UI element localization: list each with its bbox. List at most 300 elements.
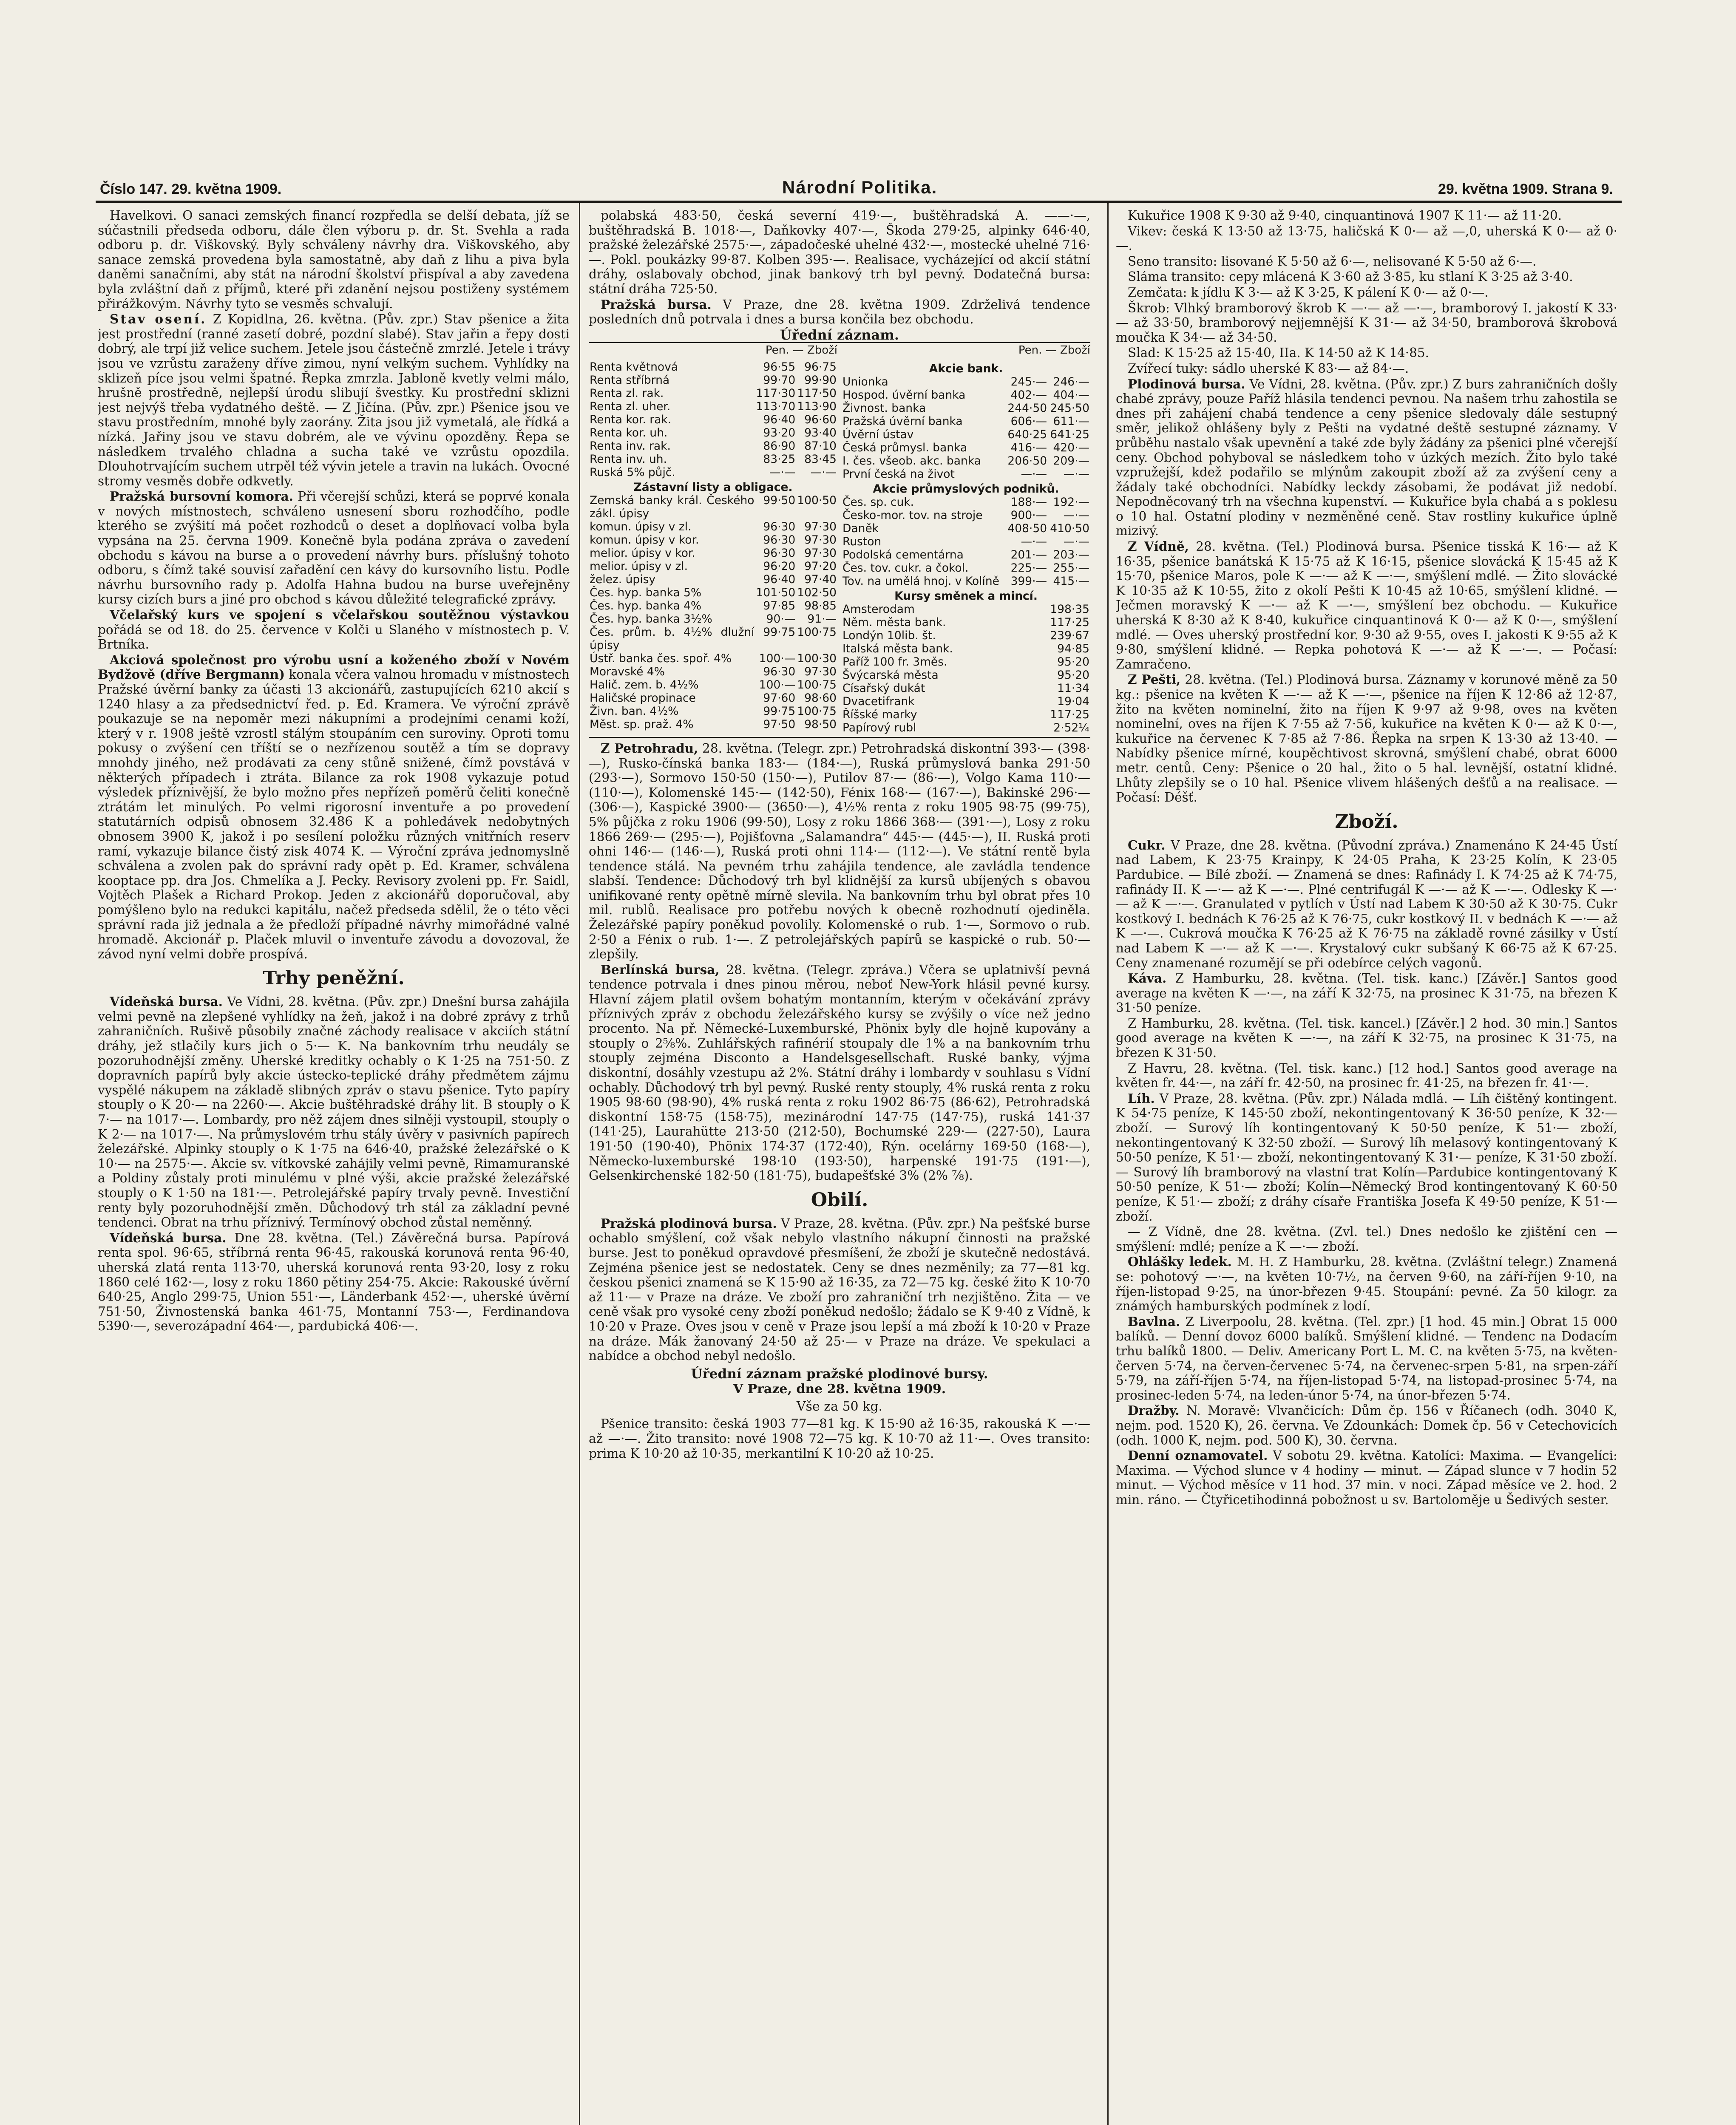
row-value: 239·67 — [1050, 629, 1089, 642]
table-row — [842, 548, 1090, 561]
article-paragraph — [1116, 672, 1617, 805]
row-value: 87·10 — [804, 439, 837, 453]
table-row — [842, 454, 1090, 468]
row-label: Podolská cementárna — [842, 548, 964, 561]
row-value: 97·60 — [763, 691, 796, 705]
row-value: 611·— — [1053, 414, 1089, 428]
article-paragraph: — Z Vídně, dne 28. května. (Zvl. tel.) Dnes nedošlo ke zjištění cen — smýšlení: mdlé; peníze a K —·— zboží. — [1116, 1224, 1617, 1254]
article-paragraph — [589, 1216, 1090, 1363]
row-label: První česká na život — [842, 467, 955, 481]
article-paragraph: Seno transito: lisované K 5·50 až 6·—, nelisované K 5·50 až 6·—. — [1128, 254, 1537, 269]
article-title: Vídeňská bursa. — [110, 1230, 227, 1245]
table-row — [842, 695, 1090, 708]
row-label: Daněk — [842, 521, 879, 535]
row-value: 96·30 — [763, 546, 796, 560]
row-value: 96·30 — [763, 665, 796, 678]
newspaper-title: Národní Politika. — [782, 177, 938, 197]
row-value: 101·50 — [756, 586, 796, 599]
article-paragraph: Vikev: česká K 13·50 až 13·75, haličská K 0·— až —,0, uherská K 0·— až 0·—. — [1116, 224, 1617, 253]
article-text: Dne 28. května. (Tel.) Závěrečná bursa. Papírová renta spol. 96·65, stříbrná renta 96·45, rakouská korunová renta 96·40, uherská zlatá renta 113·70, uherská korunová renta 93·20, losy z roku 1860 celé 162·—, losy z roku 1860 pětiny 254·75. Akcie: Rakouské úvěrní 640·25, Anglo 299·75, Union 551·—, Länderbank 452·—, uherské úvěrní 751·50, Živnostenská banka 461·75, Montanní 753·—, Ferdinandova 5390·—, severozápadní 464·—, pardubická 406·—. — [98, 1230, 570, 1334]
row-value: —·— — [810, 465, 837, 479]
row-label: Čes. hyp. banka 4% — [590, 599, 702, 612]
table-row — [589, 612, 837, 626]
row-value: 402·— — [1010, 388, 1047, 402]
table-row — [842, 496, 1090, 509]
article-title: Káva. — [1128, 971, 1167, 986]
column-divider — [1107, 203, 1109, 2125]
row-label: Ruská 5% půjč. — [590, 465, 675, 479]
table-row — [842, 642, 1090, 655]
row-value — [1005, 695, 1048, 708]
row-label: Čes. sp. cuk. — [842, 495, 914, 509]
row-value: 99·75 — [763, 625, 796, 639]
row-label: Amsterodam — [842, 602, 915, 616]
table-row — [589, 691, 837, 705]
row-value: 100·75 — [797, 678, 837, 691]
table-section-title: Akcie bank. — [929, 362, 1003, 375]
row-label: Úvěrní ústav — [842, 428, 914, 441]
table-row — [589, 533, 837, 547]
article-text: V Praze, 28. května. (Pův. zpr.) Nálada mdlá. — Líh čištěný kontingent. K 54·75 peníze, K 145·50 zboží, nekontingentovaný K 36·50 peníze, K 32·— zboží. — Surový líh kontingentovaný K 50·50 peníze, K 51·— zboží, nekontingentovaný K 32·50 zboží. — Surový líh melasový kontingentovaný K 50·50 peníze, K 51·— zboží, nekontingentovaný K 31·— peníze, K 31·50 zboží. — Surový líh bramborový na vlastní trat Kolín—Pardubice kontingentovaný K 50·50 peníze, K 51·— zboží; Kolín—Německý Brod kontingentovaný K 60·50 peníze, K 51·— zboží; z dráhy císaře Františka Josefa K 49·50 peníze, K 51·— zboží. — [1116, 1091, 1617, 1224]
table-section-row — [842, 481, 1090, 496]
table-row — [842, 682, 1090, 695]
row-value: —·— — [1021, 535, 1047, 548]
exchange-table-left — [589, 343, 837, 737]
row-label: Česká průmysl. banka — [842, 441, 967, 454]
table-subhead: Pen. — Zboží — [1018, 344, 1090, 357]
row-value — [1005, 708, 1048, 721]
table-section-title: Kursy směnek a mincí. — [894, 589, 1038, 603]
article-paragraph: polabská 483·50, česká severní 419·—, buštěhradská A. ——·—, buštěhradská B. 1018·—, Daňkovky 407·—, Škoda 279·25, alpinky 646·40, pražské železářské 2575·—, západočeské uhelné 432·—, mostecké uhelné 716·—. Pokl. poukázky 99·87. Kolben 395·—. Realisace, vycházející od akcií státní dráhy, oslabovaly obchod, jinak bankový trh byl pevný. Dodatečná bursa: státní dráha 725·50. — [589, 208, 1090, 296]
row-value: 192·— — [1053, 495, 1089, 509]
article-title: Z Petrohradu, — [601, 740, 698, 756]
row-label: Moravské 4% — [590, 665, 665, 678]
article-title: Cukr. — [1128, 837, 1166, 853]
article-title: Pražská bursovní komora. — [110, 489, 293, 504]
table-section-row — [842, 360, 1090, 375]
stocks-table — [842, 360, 1090, 734]
row-value: 606·— — [1010, 414, 1047, 428]
row-value: 96·30 — [763, 520, 796, 533]
table-row — [842, 388, 1090, 402]
article-paragraph: Slad: K 15·25 až 15·40, IIa. K 14·50 až K 14·85. — [1128, 346, 1430, 360]
article-paragraph — [589, 298, 1090, 327]
row-value: 640·25 — [1007, 428, 1047, 441]
row-value: 198·35 — [1050, 602, 1089, 616]
table-row — [589, 705, 837, 718]
table-section-row — [589, 479, 837, 494]
table-row — [589, 665, 837, 678]
article-title: Líh. — [1128, 1091, 1155, 1106]
table-row — [589, 439, 837, 453]
row-value: —·— — [1063, 508, 1089, 522]
table-section-row — [842, 588, 1090, 603]
row-value: 100·50 — [797, 493, 837, 507]
table-row — [589, 374, 837, 387]
article-paragraph — [98, 994, 570, 1230]
table-row — [842, 721, 1090, 734]
article-text: 28. května. (Tel.) Plodinová bursa. Pšenice tisská K 16·— až K 16·35, pšenice banátská K 15·75 až K 16·15, pšenice slovácká K 15·45 až K 15·70, pšenice Maros, pole K —·— až K —·—, smýšlení mdlé. — Žito slovácké K 10·35 až K 10·55, žito z okolí Pešti K 10·45 až 10·65, smýšlení klidné. — Ječmen moravský K —·— až K —·—, smýšlení bez obchodu. — Kukuřice uherská K 8·30 až K 8·40, kukuřice cinquantinová K 0·— až K 0·—, smýšlení mdlé. — Oves uherský prostřední kor. 9·30 až 9·55, oves I. jakosti K 9·55 až K 9·80, smýšlení klidné. — Repka pohotová K —·— až K —·—. — Počasí: Zamračeno. — [1116, 539, 1617, 672]
row-label: Renta květnová — [590, 360, 678, 374]
article-paragraph: Kukuřice 1908 K 9·30 až 9·40, cinquantinová 1907 K 11·— až 11·20. — [1128, 208, 1562, 223]
article-text: N. Moravě: Vlvančicích: Dům čp. 156 v Říčanech (odh. 3040 K, nejm. pod. 1520 K), 26. června. Ve Zdounkách: Domek čp. 56 v Cetechovicích (odh. 1000 K, nejm. pod. 500 K), 30. června. — [1116, 1403, 1617, 1448]
table-row — [589, 520, 837, 533]
section-heading: Trhy peněžní. — [263, 967, 405, 989]
row-value: 98·60 — [804, 691, 837, 705]
article-paragraph — [98, 312, 570, 488]
table-row — [842, 616, 1090, 629]
row-label: Renta zl. uher. — [590, 400, 671, 413]
row-value: 117·25 — [1050, 615, 1089, 629]
article-paragraph — [1116, 377, 1617, 539]
column-divider — [579, 203, 580, 2125]
article-title: Dražby. — [1128, 1403, 1180, 1418]
row-value — [1005, 603, 1048, 616]
row-value: —·— — [1063, 535, 1089, 548]
row-value: 97·85 — [763, 599, 796, 612]
article-text: Ve Vídni, 28. května. (Pův. zpr.) Z burs zahraničních došly chabé zprávy, pouze Paříž hlásila tendenci pevnou. Na našem trhu zahostila se dnes při zahájení chabá tendence a ceny pšenice sledovaly dále sestupný směr, jelikož ohlášeny byly z Pešti na vydatné deště sestupné záznamy. V průběhu nastalo však upevnění a také zde byly žádány za pšenici plné včerejší ceny. Obchod pohyboval se následkem toho v úzkých mezích. Žito bylo také vzpružejší, kdež podařilo se mlýnům zakoupit zboží až za zvýšení ceny a žádaly také obchodníci. Nabídky leckdy zásobami, že podávat již nedobí. Nepodněcovaný trh na všechna kupenství. — Kukuřice byla chabá a s poklesu o 10 hal. Ostatní plodiny v nezměněné ceně. Stav rostliny kukuřice úplně mizivý. — [1116, 377, 1617, 538]
row-value: 94·85 — [1057, 642, 1089, 655]
table-row — [842, 509, 1090, 522]
table-row — [842, 522, 1090, 535]
table-row — [842, 468, 1090, 481]
row-value: 209·— — [1053, 454, 1089, 468]
row-value: 97·20 — [804, 559, 837, 573]
row-value: 113·70 — [756, 400, 796, 413]
issue-number: Číslo 147. 29. května 1909. — [100, 181, 282, 197]
row-label: Živn. ban. 4½% — [590, 704, 679, 718]
row-value: 2·52¼ — [1053, 721, 1089, 734]
row-value: 420·— — [1053, 441, 1089, 454]
row-value — [1005, 669, 1048, 682]
article-title: Berlínská bursa, — [601, 962, 720, 977]
row-value: 404·— — [1053, 388, 1089, 402]
row-value: —·— — [1063, 467, 1089, 481]
article-paragraph — [589, 963, 1090, 1183]
table-row — [589, 586, 837, 599]
row-value: 86·90 — [763, 439, 796, 453]
row-value: 97·30 — [804, 520, 837, 533]
row-value — [1005, 721, 1048, 734]
row-value: 95·20 — [1057, 668, 1089, 682]
row-value: 100·75 — [797, 625, 837, 639]
article-paragraph — [1116, 1403, 1617, 1448]
row-label: Paříž 100 fr. 3měs. — [842, 655, 947, 669]
row-label: Renta kor. uh. — [590, 426, 668, 439]
row-label: Čes. tov. cukr. a čokol. — [842, 561, 969, 575]
exchange-table — [589, 342, 1090, 738]
article-title: Pražská plodinová bursa. — [601, 1216, 777, 1231]
row-label: Dvacetifrank — [842, 694, 915, 708]
row-value: 90·— — [766, 612, 796, 626]
row-value: 91·— — [807, 612, 837, 626]
article-text: V Praze, 28. května. (Pův. zpr.) Na pešťské burse ochablo smýšlení, což však nebylo vlastního nákupní činnosti na pražské burse. Jest to poněkud opravdové přesmíšení, že zboží je skutečně nedostává. Zejména pšenice jest se nedostatek. Ceny se dnes nezměnily; za 77—81 kg. českou pšenici znamená se K 15·90 až 16·35, za 72—75 kg. české žito K 10·70 až 11·— v Praze na dráze. Ve zboží pro zahraniční trh nezjištěno. Žita — ve ceně však pro vysoké ceny zboží poněkud nedošlo; žádalo se K 9·40 z Vídně, k 10·20 v Praze. Oves jsou v ceně v Praze jsou lepší a má zboží k 10·20 v Praze na dráze. Mák žanovaný 24·50 až 25·— v Praze na dráze. Ve spekulaci a nabídce a obchod nebyl nedošlo. — [589, 1216, 1090, 1363]
table-row — [842, 441, 1090, 454]
article-paragraph: Sláma transito: cepy mlácená K 3·60 až 3·85, ku stlaní K 3·25 až 3·40. — [1128, 269, 1573, 284]
row-value: 97·30 — [804, 533, 837, 547]
row-value: 96·75 — [804, 360, 837, 374]
row-value: 100·75 — [797, 704, 837, 718]
row-value: 98·85 — [804, 599, 837, 612]
row-value: 96·40 — [763, 413, 796, 426]
table-row — [842, 535, 1090, 548]
table-row — [589, 413, 837, 426]
row-label: I. čes. všeob. akc. banka — [842, 454, 981, 468]
exchange-table-right — [842, 343, 1090, 737]
row-value: 408·50 — [1007, 521, 1047, 535]
article-paragraph — [1116, 1448, 1617, 1507]
row-label: Londýn 10lib. št. — [842, 629, 936, 642]
article-title: Bavlna. — [1128, 1314, 1180, 1329]
article-text: V Praze, dne 28. května. (Původní zpráva.) Znamenáno K 24·45 Ústí nad Labem, K 23·75 Krainpy, K 24·05 Praha, K 23·25 Kolín, K 23·05 Pardubice. — Bílé zboží. — Znamená se dnes: Rafinády I. K 74·25 až K 74·75, rafinády II. K —·— až K —·—. Plné centrifugál K —·— až K —·—. Odlesky K —·— až K —·—. Granulated v pytlích v Ústí nad Labem K 30·50 až K 30·75. Cukr kostkový I. bednách K 76·25 až K 76·75, cukr kostkový II. v bednách K —·— až K —·—. Cukrová moučka K 76·25 až K 76·75 na základě rovné zásilky v Ústí nad Labem K —·— až K —·—. Krystalový cukr subšaný K 66·75 až K 67·25. Ceny znamenané rozumějí se při odebírce celých vagonů. — [1116, 838, 1617, 970]
article-text: pořádá se od 18. do 25. července v Kolči u Slaného v místnostech p. V. Brtníka. — [98, 622, 570, 652]
table-subhead: Pen. — Zboží — [765, 344, 837, 357]
row-label: Ústř. banka čes. spoř. 4% — [590, 652, 732, 665]
article-paragraph: Z Hamburku, 28. května. (Tel. tisk. kancel.) [Závěr.] 2 hod. 30 min.] Santos good average na květen K —·—, na září K 32·75, na prosinec K 31·75, na březen K 31·50. — [1116, 1016, 1617, 1060]
row-label: komun. úpisy v kor. — [590, 533, 699, 547]
row-label: Měst. sp. praž. 4% — [590, 717, 694, 731]
row-value: 98·50 — [804, 717, 837, 731]
table-title: Úřední záznam. — [780, 326, 899, 343]
row-label: Renta inv. uh. — [590, 452, 667, 466]
table-row — [589, 678, 837, 691]
article-title: Z Vídně, — [1128, 539, 1189, 554]
row-label: Hospod. úvěrní banka — [842, 388, 966, 402]
row-label: melior. úpisy v kor. — [590, 546, 695, 560]
table-row — [589, 652, 837, 665]
row-value: 201·— — [1010, 548, 1047, 561]
article-paragraph — [1116, 1315, 1617, 1403]
table-row — [842, 603, 1090, 616]
article-paragraph: Havelkovi. O sanaci zemských financí rozpředla se delší debata, jíž se súčastnili předseda odboru, dále člen výboru p. dr. St. Svehla a rada odboru p. dr. Viškovský. Byly schváleny návrhy dra. Viškovského, aby sanace zemská provedena byla samostatně, aby daň z lihu a piva byla daněmi sanačními, aby stát na národní školství přispíval a aby zavedena byla zvláštní daň z příjmů, které při zdanění nejsou postiženy systémem přirážkovým. Návrhy tyto se vesměs schvalují. — [98, 208, 570, 311]
article-text: konala včera valnou hromadu v místnostech Pražské úvěrní banky za účasti 13 akcionářů, zastupujících 6210 akcií s 1240 hlasy a za předsednictví řed. p. Ed. Kramera. Ve výroční zprávě poukazuje se na nepoměr mezi nákupními a prodejními cenami koží, který v r. 1908 ještě vzrostl stálým stoupáním cen suroviny. Oproti tomu pokusy o zvýšení cen tříští se o nezřízenou soutěž a tím se dopravy mnohdy jiného, než prodávati za ceny stůně snižené, čímž povstává v některých případech i ztráta. Bilance za rok 1908 vykazuje potud výsledek příznivější, že bylo možno přes nepřízeň poměrů čeliti konečně ztrátám let minulých. Po velmi rigorosní inventuře a po provedení statutárních odpisů obnosem 32.486 K a pohledávek nedobytných obnosem 3900 K, jakož i po sesílení položku různých vnitřních reserv ramí, vykazuje bilance čistý zisk 4074 K. — Výroční zpráva jednomyslně schválena a zvolen pak do správní rady opět p. Ed. Kramer, schválena kooptace pp. dra Jos. Chmelíka a J. Pecky. Revisory zvoleni pp. Fr. Saidl, Vojtěch Plašek a Richard Prokop. Jeden z akcionářů doporučoval, aby pomýšleno bylo na redukci kapitálu, načež předseda sdělil, že o této věci správní rada již jednala a že předloží případné návrhy mimořádné valné hromadě. Akcionář p. Plaček mluvil o inventuře závodu a dovozoval, že závod nyní velmi dobře prospívá. — [98, 667, 570, 961]
row-value — [1005, 655, 1048, 669]
table-row — [589, 387, 837, 400]
table-section-title: Akcie průmyslových podniků. — [873, 482, 1059, 496]
row-value: 93·20 — [763, 426, 796, 439]
article-text: Z Liverpoolu, 28. května. (Tel. zpr.) [1 hod. 45 min.] Obrat 15 000 balíků. — Denní dovoz 6000 balíků. Smýšlení klidné. — Tendenc na Dodacím trhu balíků 1800. — Deliv. Americany Port L. M. C. na květen 5·75, na květen-červen 5·74, na červen-červenec 5·74, na červenec-srpen 5·81, na srpen-září 5·79, na září-říjen 5·74, na říjen-listopad 5·74, na listopad-prosinec 5·74, na prosinec-leden 5·74, na leden-únor 5·74, na únor-březen 5·74. — [1116, 1314, 1617, 1402]
row-value: 415·— — [1053, 574, 1089, 588]
article-paragraph — [1116, 1091, 1617, 1224]
row-value: 117·30 — [756, 386, 796, 400]
row-value: 83·25 — [763, 452, 796, 466]
table-row — [589, 426, 837, 439]
page-header — [100, 168, 1613, 198]
row-value: 399·— — [1010, 574, 1047, 588]
row-label: Císařský dukát — [842, 681, 925, 695]
table-row — [842, 428, 1090, 441]
row-value: 100·— — [759, 678, 796, 691]
row-value: 19·04 — [1057, 694, 1089, 708]
article-paragraph: Škrob: Vlhký bramborový škrob K —·— až —·—, bramborový I. jakostí K 33·— až 33·50, bramborový nejjemnější K 31·— až 34·50, bramborová škrobová moučka K 34·— až 34·50. — [1116, 300, 1617, 345]
article-title: Včelařský kurs ve spojení s včelařskou soutěžnou výstavkou — [110, 607, 570, 623]
row-value: 900·— — [1010, 508, 1047, 522]
article-paragraph: Zvířecí tuky: sádlo uherské K 83·— až 84·—. — [1128, 361, 1409, 376]
row-value: 96·40 — [763, 572, 796, 586]
row-label: želez. úpisy — [590, 572, 656, 586]
row-label: Ruston — [842, 535, 882, 548]
table-row — [589, 718, 837, 731]
row-value: 203·— — [1053, 548, 1089, 561]
article-paragraph: Zemčata: k jídlu K 3·— až K 3·25, K pálení K 0·— až 0·—. — [1128, 285, 1489, 300]
article-title: Vídeňská bursa. — [110, 994, 223, 1009]
row-value: 225·— — [1010, 561, 1047, 575]
table-row — [589, 547, 837, 560]
row-value: 96·60 — [804, 413, 837, 426]
row-label: Čes. hyp. banka 5% — [590, 586, 702, 599]
table-row — [589, 453, 837, 466]
article-paragraph — [1116, 971, 1617, 1015]
row-label: Renta kor. rak. — [590, 413, 672, 426]
row-label: Říšské marky — [842, 708, 917, 721]
row-value: 255·— — [1053, 561, 1089, 575]
row-value: 97·40 — [804, 572, 837, 586]
row-value: 102·50 — [797, 586, 837, 599]
column-2 — [589, 208, 1090, 2125]
row-value: 11·34 — [1057, 681, 1089, 695]
article-paragraph — [98, 489, 570, 607]
row-label: Unionka — [842, 375, 888, 388]
rates-table — [589, 360, 837, 731]
table-row — [842, 415, 1090, 428]
article-text: V Praze, dne 28. května 1909. Zdrželivá tendence posledních dnů potrvala i dnes a bursa končila bez obchodu. — [589, 297, 1090, 327]
row-value: 99·50 — [763, 493, 796, 507]
row-value: 188·— — [1010, 495, 1047, 509]
row-value: 245·50 — [1050, 401, 1089, 415]
row-value: 113·90 — [797, 400, 837, 413]
row-label: Haličské propinace — [590, 691, 696, 705]
row-value: 117·50 — [797, 386, 837, 400]
row-value: 97·30 — [804, 546, 837, 560]
table-row — [589, 626, 837, 652]
row-label: Čes. hyp. banka 3½% — [590, 612, 712, 626]
article-paragraph — [1116, 539, 1617, 672]
row-value: 83·45 — [804, 452, 837, 466]
section-heading: Obilí. — [811, 1189, 868, 1211]
table-row — [589, 400, 837, 413]
row-value: 97·30 — [804, 665, 837, 678]
article-paragraph — [1116, 1255, 1617, 1313]
article-text: Z Hamburku, 28. května. (Tel. tisk. kanc.) [Závěr.] Santos good average na květen K —·—, na září K 32·75, na prosinec K 31·75, na březen K 31·50 peníze. — [1116, 971, 1617, 1015]
row-label: Tov. na umělá hnoj. v Kolíně — [842, 574, 999, 588]
row-label: Švýcarská města — [842, 668, 939, 682]
table-row — [589, 360, 837, 374]
row-value: 117·25 — [1050, 708, 1089, 721]
row-value: 100·30 — [797, 652, 837, 665]
row-label: Něm. města bank. — [842, 615, 946, 629]
row-label: Pražská úvěrní banka — [842, 414, 963, 428]
article-paragraph — [1116, 838, 1617, 970]
row-value: 93·40 — [804, 426, 837, 439]
row-value: 99·70 — [763, 373, 796, 387]
article-paragraph — [98, 653, 570, 961]
article-text: 28. května. (Tel.) Plodinová bursa. Záznamy v korunové měně za 50 kg.: pšenice na květen K —·— až K —·—, pšenice na říjen K 12·86 až 12·87, žito na květen nominelní, žito na říjen K 9·97 až 9·98, oves na květen nominelní, oves na říjen K 7·55 až 7·56, kukuřice na květen K 0·— až K 0·—, kukuřice na červenec K 7·85 až 7·86. Řepka na srpen K 13·30 až 13·40. — Nabídky pšenice mírné, koupěchtivost skrovná, smýšlení chabé, obrat 6000 metr. centů. Ceny: Pšenice o 20 hal., žito o 5 hal. levnější, ostatní klidné. Lhůty zlepšily se o 10 hal. Pšenice vlivem hlášených dešťů a na realisace. — Počasí: Déšť. — [1116, 672, 1617, 805]
article-title: Akciová společnost pro výrobu usní a koženého zboží v Novém Bydžově (dříve Bergmann) — [98, 652, 570, 682]
table-row — [842, 629, 1090, 642]
row-value: 206·50 — [1007, 454, 1047, 468]
article-paragraph: Pšenice transito: česká 1903 77—81 kg. K 15·90 až 16·35, rakouská K —·— až —·—. Žito transito: nové 1908 72—75 kg. K 10·70 až 11·—. Oves transito: prima K 10·20 až 10·35, merkantilní K 10·20 až 10·25. — [589, 1417, 1090, 1461]
article-text: 28. května. (Telegr. zpr.) Petrohradská diskontní 393·— (398·—), Rusko-čínská banka 183·— (184·—), Ruská průmyslová banka 291·50 (293·—), Sormovo 150·50 (150·—), Putilov 87·— (86·—), Volgo Kama 110·— (110·—), Kolomenské 145·— (142·50), Fénix 168·— (167·—), Bakinské 296·— (306·—), Kaspické 3900·— (3650·—), 4½% renta z roku 1905 98·75 (99·75), 5% půjčka z roku 1906 (99·50), Losy z roku 1866 368·— (391·—), Losy z roku 1866 269·— (295·—), Pojišťovna „Salamandra“ 445·— (445·—), II. Ruská proti ohni 146·— (146·—), Ruská proti ohni 114·— (112·—). Ve státní rentě byla tendence stálá. Na pevném trhu zahájila tendence, ale zavládla tendence slabší. Tendence: Důchodový trh byl klidnější za kursů ubíjených s obavou unifikované renty opětně mírně slevila. Na bankovním trhu byl obrat přes 10 mil. rublů. Realisace pro potřebu nových k obecně rozhodnutí ojediněla. Železářské papíry poněkud povolily. Kolomenské o rub. 1·—, Sormovo o rub. 2·50 a Fénix o rub. 1·—. Z petrolejářských papírů se kaspické o rub. 50·— zlepšily. — [589, 741, 1090, 962]
article-text: 28. května. (Telegr. zpráva.) Včera se uplatnivší pevná tendence potrvala i dnes pinou měrou, neboť New-York hlásil pevné kursy. Hlavní zájem platil ovšem bohatým montanním, kterým v očekávání zprávy příznivých zpráv z obchodu železářského kursy se zvýšily o více než jedno procento. Na př. Německé-Luxemburské, Phönix byly dle hojně kupovány a stouply o 2⅝%. Zuhlářských rafinérií stoupaly dle 1% a na bankovním trhu stouply zejména Disconto a Handelsgesellschaft. Ruské banky, výjma diskontní, dosáhly vzestupu až 2%. Státní dráhy i lombardy v souhlasu s Vídní ochably. Důchodový trh byl pevný. Ruské renty stouply, 4% ruská renta z roku 1905 98·60 (98·90), 4% ruská renta z roku 1902 86·75 (86·62), Petrohradská diskontní 158·75 (158·75), mezinárodní 147·75 (147·75), ruská 141·37 (141·25), Laurahütte 213·50 (212·50), Bochumské 229·— (227·50), Laura 191·50 (190·40), Phönix 174·37 (172·40), Rýn. ocelárny 169·50 (168·—), Německo-luxemburské 198·10 (193·50), harpenské 191·75 (191·—), Gelsenkirchenské 182·50 (181·75), budapešťské 3% (2% ⅞). — [589, 962, 1090, 1183]
row-value — [1005, 642, 1048, 655]
article-text: Ve Vídni, 28. května. (Pův. zpr.) Dnešní bursa zahájila velmi pevně na zlepšené vyhlídky na žeň, jakož i na dobré zprávy z trhů zahraničních. Rušivě působily značné záchody realisace v akciích státní dráhy, jež stlačily kurs jich o 5·— K. Na bankovním trhu neudály se pozoruhodnější změny. Uherské kreditky ochably o K 1·25 na 751·50. Z dopravních papírů byly akcie ústecko-teplické dráhy předmětem zájmu vyspělé nákupem na základě slibných zpráv o stavu pšenice. Tyto papíry stouply o K 20·— na 2260·—. Akcie buštěhradské dráhy lit. B stouply o K 7·— na 1017·—. Lombardy, pro něž zájem dnes silněji vystoupil, stouply o K 2·— na 1017·—. Na průmyslovém trhu stály úvěry v pasivních papírech železářské. Alpinky stouply o K 1·75 na 646·40, pražské železářské o K 10·— na 2575·—. Akcie sv. vítkovské zahájily velmi pevně, Rimamuranské a Poldiny zůstaly proti minulému v plné výši, akcie pražské železářské stouply o K 1·50 na 181·—. Petrolejářské papíry trvaly pevně. Investiční renty byly pozoruhodnější změn. Důchodový trh stál za základní pevné tendenci. Obrat na trhu příznivý. Termínový obchod zůstal neměnný. — [98, 994, 570, 1230]
article-paragraph: Z Havru, 28. května. (Tel. tisk. kanc.) [12 hod.] Santos good average na květen fr. 44·—, na září fr. 42·50, na prosinec fr. 41·25, na březen fr. 41·—. — [1116, 1061, 1617, 1091]
row-value: 99·90 — [804, 373, 837, 387]
row-label: komun. úpisy v zl. — [590, 520, 692, 533]
article-title: Plodinová bursa. — [1128, 376, 1245, 391]
column-3 — [1116, 208, 1617, 2125]
row-label: Renta zl. rak. — [590, 386, 664, 400]
row-value: 96·20 — [763, 559, 796, 573]
row-value: 641·25 — [1050, 428, 1089, 441]
row-label: Italská města bank. — [842, 642, 953, 655]
article-text: M. H. Z Hamburku, 28. května. (Zvláštní telegr.) Znamená se: pohotový —·—, na květen 10·7½, na červen 9·60, na září-říjen 9·10, na říjen-listopad 9·25, na únor-březen 9·45. Stoupání: pevné. Za 50 kilogr. za známých hamburských podmínek z lodí. — [1116, 1255, 1617, 1314]
row-value: 246·— — [1053, 375, 1089, 388]
row-value: —·— — [769, 465, 796, 479]
table-row — [842, 655, 1090, 669]
table-row — [842, 375, 1090, 388]
row-label: Renta stříbrná — [590, 373, 670, 387]
table-row — [842, 708, 1090, 721]
column-1 — [98, 208, 570, 2125]
page-number: 29. května 1909. Strana 9. — [1438, 181, 1613, 197]
article-title: Denní oznamovatel. — [1128, 1448, 1268, 1463]
table-row — [842, 669, 1090, 682]
row-value: 96·30 — [763, 533, 796, 547]
row-value: 97·50 — [763, 717, 796, 731]
table-row — [589, 599, 837, 612]
row-value: 100·— — [759, 652, 796, 665]
article-paragraph — [98, 608, 570, 652]
row-value: 244·50 — [1007, 401, 1047, 415]
row-label: Česko-mor. tov. na stroje — [842, 508, 983, 522]
article-paragraph — [98, 1231, 570, 1334]
article-text: Z Kopidlna, 26. května. (Pův. zpr.) Stav pšenice a žita jest prostřední (ranné zasetí dobré, pozdní slabé). Stav jařin a řepy dosti dobrý, ale trpí již velice suchem. Jetele jsou částečně zmrzlé. Jetele i trávy jsou ve vzrůstu zaraženy dříve zimou, nyní velkým suchem. Vyhlídky na sklizeň píce jsou velmi špatné. Řepka zmrzla. Jabloně kvetly velmi málo, hrušně prostředně, nejlepší úrodu slibují švestky. Ku prostřední sklizni jest nejvýš třeba vydatného deště. — Z Jičína. (Pův. zpr.) Pšenice jsou ve stavu prostředním, mnohé byly zaorány. Žita jsou již vymetalá, ale řídká a nízká. Jařiny jsou ve stavu dobrém, ale ve vývinu opozděny. Řepa se následkem trvalého chladna a sucha také ve vzrůstu opozdila. Dlouhotrvajícím suchem utrpěl též vývin jetele a travin na lukách. Ovocné stromy vesměs dobře odkvetly. — [98, 312, 570, 488]
table-row — [842, 402, 1090, 415]
section-heading: Zboží. — [1335, 810, 1398, 833]
record-subtitle: V Praze, dne 28. května 1909. — [733, 1382, 946, 1397]
row-value: 99·75 — [763, 704, 796, 718]
article-text: Při včerejší schůzi, která se poprvé konala v nových místnostech, schváleno usnesení sboru rozhodčího, podle kterého se zvýšití má počet rozhodců o deset a doplňovací volba byla vypsána na 25. června 1909. Konečně byla podána zpráva o zavedení obchodu s kávou na burse a o provedení návrhy burs. příslušný tohoto odboru, s čímž také souvisí zařadění cen kávy do kursovního listu. Podle návrhu bursovního rady p. Adolfa Hahna budou na burse uveřejněny kursy cizích burs a jiné pro obchod s kávou důležité telegrafické zprávy. — [98, 489, 570, 607]
table-row — [589, 560, 837, 573]
article-title: Z Pešti, — [1128, 672, 1181, 687]
table-row — [842, 575, 1090, 588]
row-value: 96·55 — [763, 360, 796, 374]
record-unit: Vše za 50 kg. — [796, 1399, 883, 1414]
row-value: 245·— — [1010, 375, 1047, 388]
header-rule — [96, 201, 1622, 203]
row-label: Renta inv. rak. — [590, 439, 671, 453]
row-value — [1005, 629, 1048, 642]
row-value — [1005, 682, 1048, 695]
table-row — [589, 573, 837, 586]
article-title: Stav osení. — [110, 312, 207, 327]
row-label: Halič. zem. b. 4½% — [590, 678, 699, 691]
row-value: 95·20 — [1057, 655, 1089, 669]
row-label: Papírový rubl — [842, 721, 916, 734]
table-row — [589, 466, 837, 479]
record-title: Úřední záznam pražské plodinové bursy. — [691, 1366, 988, 1382]
table-section-title: Zástavní listy a obligace. — [633, 480, 793, 494]
row-value — [1005, 616, 1048, 629]
table-row — [842, 561, 1090, 575]
row-value: 410·50 — [1050, 521, 1089, 535]
article-paragraph — [589, 741, 1090, 962]
row-value: —·— — [1021, 467, 1047, 481]
row-label: Živnost. banka — [842, 401, 926, 415]
article-title: Ohlášky ledek. — [1128, 1254, 1232, 1269]
article-text: V sobotu 29. května. Katolíci: Maxima. — Evangelíci: Maxima. — Východ slunce v 4 hodiny — minut. — Západ slunce v 7 hodin 52 minut. — Východ měsíce v 11 hod. 37 min. v noci. Západ měsíce ve 2. hod. 2 min. ráno. — Čtyřicetihodinná pobožnost u sv. Bartoloměje u Šedivých sester. — [1116, 1448, 1617, 1507]
